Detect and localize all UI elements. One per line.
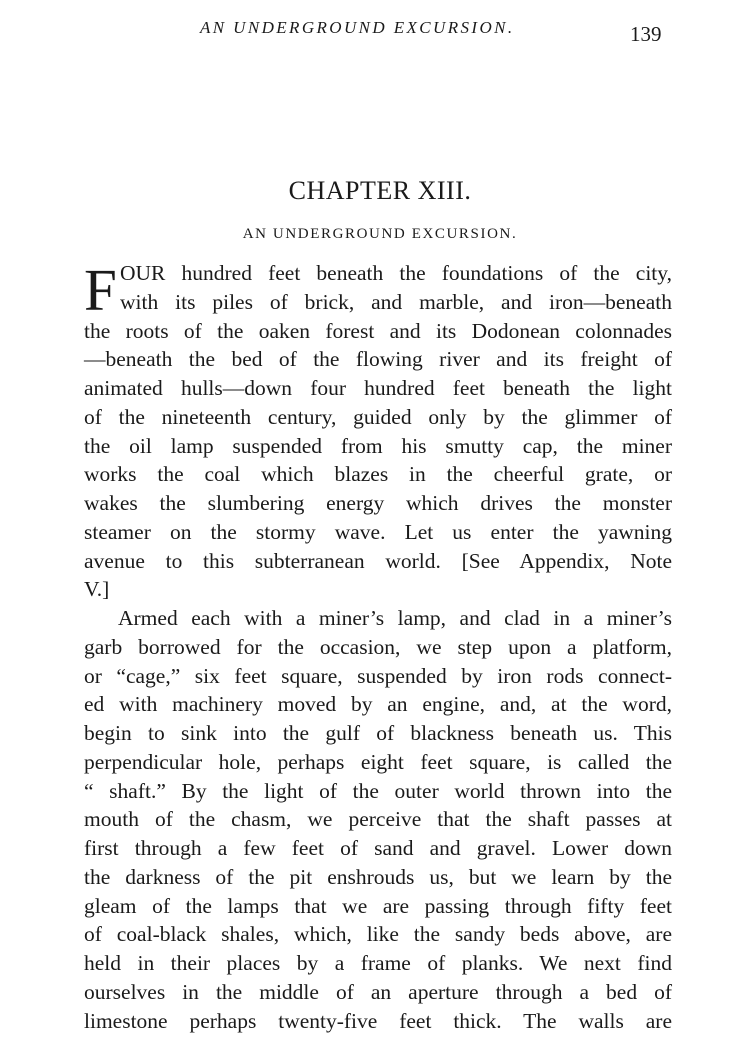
text-line: the roots of the oaken forest and its Dodonean colonnades xyxy=(84,318,672,343)
text-line: held in their places by a frame of planks. We next find xyxy=(84,951,672,975)
text-line: with its piles of brick, and marble, and iron—beneath xyxy=(120,289,672,314)
text-line: mouth of the chasm, we perceive that the shaft passes at xyxy=(84,807,672,832)
running-head: AN UNDERGROUND EXCURSION. xyxy=(200,18,515,37)
text-line: perpendicular hole, perhaps eight feet square, is called the xyxy=(84,749,672,774)
page-number: 139 xyxy=(630,22,662,46)
text-line: gleam of the lamps that we are passing through fifty feet xyxy=(84,893,672,918)
text-line: ed with machinery moved by an engine, and, at the word, xyxy=(84,692,672,717)
text-line: wakes the slumbering energy which drives the monster xyxy=(84,491,672,515)
body-text xyxy=(84,259,672,1035)
text-line: —beneath the bed of the flowing river and its freight of xyxy=(84,347,672,372)
text-line: animated hulls—down four hundred feet beneath the light xyxy=(84,376,672,400)
text-line: garb borrowed for the occasion, we step upon a platform, xyxy=(84,634,672,659)
drop-cap: F xyxy=(84,257,117,323)
text-line: avenue to this subterranean world. [See Appendix, Note xyxy=(84,548,672,573)
text-line: ourselves in the middle of an aperture through a bed of xyxy=(84,979,672,1004)
text-line: V.] xyxy=(84,577,110,602)
text-line: begin to sink into the gulf of blackness beneath us. This xyxy=(84,721,672,745)
text-line: of the nineteenth century, guided only by the glimmer of xyxy=(84,404,672,429)
text-line: OUR hundred feet beneath the foundations of the city, xyxy=(120,261,672,285)
text-line: first through a few feet of sand and gravel. Lower down xyxy=(84,836,672,860)
text-line: works the coal which blazes in the cheerful grate, or xyxy=(84,462,672,487)
text-line: “ shaft.” By the light of the outer world thrown into the xyxy=(84,778,672,803)
text-line: the oil lamp suspended from his smutty cap, the miner xyxy=(84,433,672,458)
text-line: steamer on the stormy wave. Let us enter the yawning xyxy=(84,519,672,544)
chapter-subtitle: AN UNDERGROUND EXCURSION. xyxy=(242,226,518,242)
text-line: Armed each with a miner’s lamp, and clad in a miner’s xyxy=(118,606,672,630)
text-line: or “cage,” six feet square, suspended by iron rods connect- xyxy=(84,663,672,688)
text-line: limestone perhaps twenty-five feet thick. The walls are xyxy=(84,1008,672,1033)
text-line: the darkness of the pit enshrouds us, but we learn by the xyxy=(84,864,672,889)
chapter-title: CHAPTER XIII. xyxy=(288,176,472,205)
text-line: of coal-black shales, which, like the sandy beds above, are xyxy=(84,922,672,947)
